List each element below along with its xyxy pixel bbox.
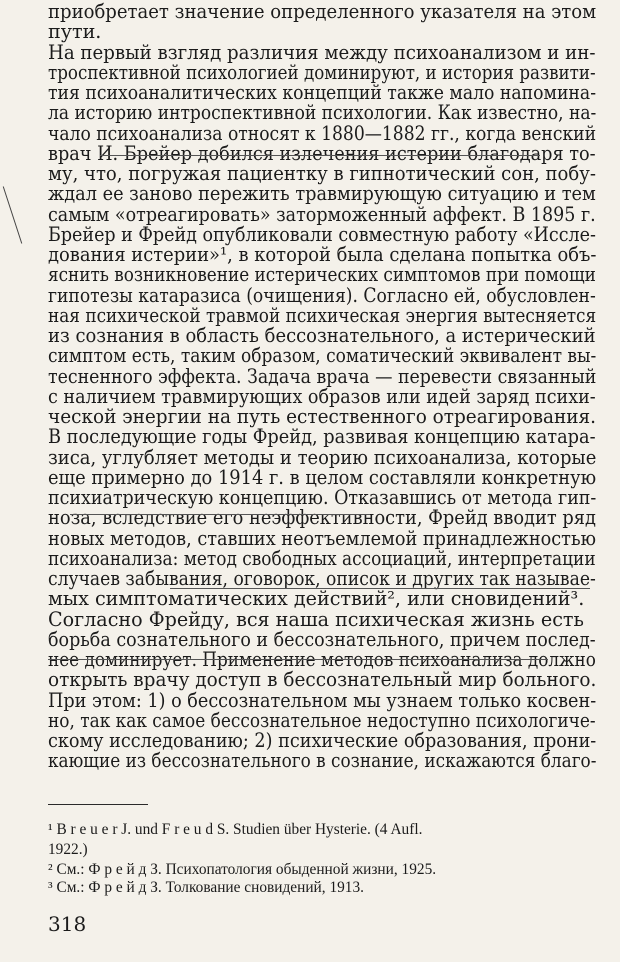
- text-line: ла историю интроспективной психологии. Как известно, на-: [48, 101, 597, 125]
- text-line: новых методов, ставших неотъемлемой принадлежностью: [48, 526, 596, 550]
- text-line: из сознания в область бессознательного, а истерический: [48, 324, 596, 347]
- text-line: ческой энергии на путь естественного отреагирования.: [48, 405, 597, 428]
- text-line: тия психоаналитических концепций также мало напомина-: [48, 81, 597, 104]
- text-line: троспективной психологией доминируют, и история развити-: [48, 60, 596, 84]
- text-line: Согласно Фрейду, вся наша психическая жизнь есть: [48, 607, 584, 631]
- text-line: самым «отреагировать» заторможенный аффект. В 1895 г.: [48, 202, 596, 226]
- text-line: кающие из бессознательного в сознание, искажаются благо-: [48, 749, 597, 773]
- text-line: ноза, вследствие его неэффективности, Фрейд вводит ряд: [48, 506, 596, 530]
- text-line: При этом: 1) о бессознательном мы узнаем только косвен-: [48, 688, 597, 712]
- pencil-underline: [170, 588, 590, 589]
- page-number: 318: [48, 912, 87, 936]
- text-line: пути.: [48, 20, 102, 44]
- text-line: Брейер и Фрейд опубликовали совместную работу «Иссле-: [48, 222, 596, 246]
- text-line: психиатрическую концепцию. Отказавшись от метода гип-: [48, 486, 597, 509]
- text-line: но, так как самое бессознательное недоступно психологиче-: [48, 708, 596, 732]
- text-line: дования истерии»¹, в которой была сделана попытка объ-: [48, 243, 597, 266]
- text-line: ная психической травмой психическая энергия вытесняется: [48, 303, 597, 327]
- text-line: чало психоанализа относят к 1880—1882 гг., когда венский: [48, 121, 597, 145]
- text-line: с наличием травмирующих образов или идей заряд психи-: [48, 384, 596, 408]
- text-line: борьба сознательного и бессознательного, причем послед-: [48, 627, 596, 651]
- text-line: В последующие годы Фрейд, развивая концепцию катара-: [48, 425, 596, 449]
- text-line: врач И. Брейер добился излечения истерии благодаря то-: [48, 141, 596, 165]
- text-line: тесненного эффекта. Задача врача — перевести связанный: [48, 364, 597, 388]
- margin-pencil-mark: [3, 186, 22, 243]
- footnote-line: ² См.: Ф р е й д З. Психопатология обыденной жизни, 1925.: [48, 861, 437, 878]
- text-line: яснить возникновение истерических симптомов при помощи: [48, 263, 596, 287]
- footnote-line: ¹ B r e u e r J. und F r e u d S. Studien über Hysterie. (4 Aufl.: [48, 821, 423, 838]
- text-line: На первый взгляд различия между психоанализом и ин-: [48, 40, 596, 64]
- text-line: симптом есть, таким образом, соматический эквивалент вы-: [48, 344, 597, 368]
- text-line: психоанализа: метод свободных ассоциаций, интерпретации: [48, 546, 596, 570]
- pencil-underline: [70, 514, 370, 515]
- pencil-underline: [100, 155, 540, 156]
- text-line: случаев забывания, оговорок, описок и других так называе-: [48, 567, 596, 590]
- footnote-line: ³ См.: Ф р е й д З. Толкование сновидений, 1913.: [48, 879, 365, 896]
- text-line: открыть врачу доступ в бессознательный мир больного.: [48, 668, 597, 692]
- text-line: му, что, погружая пациентку в гипнотический сон, побу-: [48, 162, 596, 185]
- text-line: нее доминирует. Применение методов психоанализа должно: [48, 648, 596, 671]
- footnote-rule: [48, 804, 148, 805]
- text-line: ждал ее заново пережить травмирующую ситуацию и тем: [48, 182, 596, 206]
- pencil-underline: [48, 659, 548, 660]
- footnote-line: 1922.): [48, 841, 88, 858]
- text-line: приобретает значение определенного указателя на этом: [48, 0, 597, 23]
- text-line: мых симптоматических действий², или сновидений³.: [48, 587, 585, 611]
- text-line: зиса, углубляет методы и теорию психоанализа, которые: [48, 445, 597, 469]
- text-line: скому исследованию; 2) психические образования, прони-: [48, 729, 597, 752]
- text-line: гипотезы катаразиса (очищения). Согласно ей, обусловлен-: [48, 283, 596, 307]
- text-line: еще примерно до 1914 г. в целом составляли конкретную: [48, 465, 597, 489]
